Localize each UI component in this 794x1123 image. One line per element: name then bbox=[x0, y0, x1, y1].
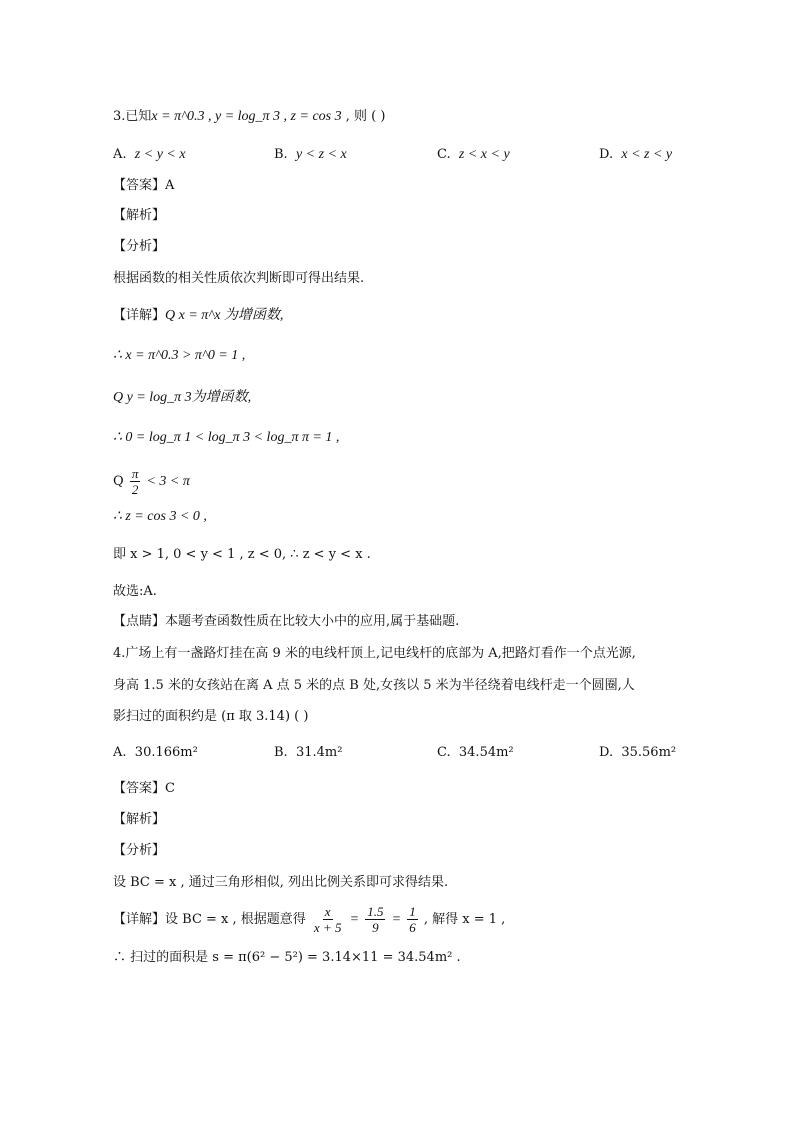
fraction-1-over-6 bbox=[407, 904, 418, 935]
fraction-numerator: π bbox=[131, 466, 139, 481]
pi-over-2-fraction bbox=[130, 466, 141, 497]
q4-option-b bbox=[274, 744, 342, 762]
detail-suffix: , 解得 x = 1 , bbox=[423, 912, 506, 927]
option-text: 31.4m² bbox=[295, 745, 343, 760]
q3-jiexi: 【解析】 bbox=[113, 208, 166, 223]
detail-tag: 【详解】 bbox=[113, 912, 166, 927]
fraction-1-5-over-9 bbox=[365, 904, 385, 935]
q4-fenxi-text: 设 BC = x , 通过三角形相似, 列出比例关系即可求得结果. bbox=[113, 875, 449, 890]
option-label: C. bbox=[437, 745, 451, 760]
q4-detail: 【详解】设 BC = x , 根据题意得 $\frac{x}{x + 5}$ = $\frac{1.5}{9}$ = $\frac{1}{6}$ , 解得 x = 1 , bbox=[113, 904, 506, 935]
q4-stem-3: 影扫过的面积约是 (π 取 3.14) ( ) bbox=[113, 709, 309, 724]
q3-detail-5 bbox=[113, 466, 190, 497]
option-text: x < z < y bbox=[621, 147, 673, 162]
fraction-numerator: 1 bbox=[409, 904, 416, 919]
q3-choose: 故选:A. bbox=[113, 584, 157, 599]
option-label: A. bbox=[113, 147, 127, 162]
because-symbol: Q bbox=[113, 474, 124, 489]
q3-comment: 【点睛】本题考查函数性质在比较大小中的应用,属于基础题. bbox=[113, 614, 460, 629]
fraction-numerator: 1.5 bbox=[367, 904, 384, 919]
q4-option-d bbox=[599, 744, 676, 762]
q3-stem-math: x = π^0.3 , y = log_π 3 , z = cos 3 bbox=[151, 109, 342, 124]
option-label: C. bbox=[437, 147, 451, 162]
q3-detail-2: ∴ x = π^0.3 > π^0 = 1 , bbox=[113, 348, 246, 363]
option-label: A. bbox=[113, 745, 127, 760]
option-label: B. bbox=[274, 147, 288, 162]
fraction-denominator: 2 bbox=[131, 482, 139, 497]
q3-option-d bbox=[599, 146, 672, 164]
detail-tag: 【详解】 bbox=[113, 308, 166, 323]
q4-fenxi: 【分析】 bbox=[113, 843, 166, 858]
fraction-x-over-x-plus-5 bbox=[312, 904, 344, 935]
q3-answer: 【答案】A bbox=[113, 178, 175, 193]
option-text: 30.166m² bbox=[134, 745, 198, 760]
q3-detail-7: 即 x > 1, 0 < y < 1 , z < 0, ∴ z < y < x . bbox=[113, 547, 371, 562]
q3-stem bbox=[113, 108, 385, 126]
fraction-denominator: 6 bbox=[409, 920, 416, 935]
inequality-text: < 3 < π bbox=[146, 474, 190, 489]
detail-prefix: 设 BC = x , 根据题意得 bbox=[165, 912, 306, 927]
option-text: z < y < x bbox=[134, 147, 186, 162]
q4-jiexi: 【解析】 bbox=[113, 812, 166, 827]
fraction-denominator: x + 5 bbox=[313, 920, 342, 935]
q3-option-a bbox=[113, 146, 186, 164]
option-label: D. bbox=[599, 147, 614, 162]
option-label: D. bbox=[599, 745, 614, 760]
q3-detail-6: ∴ z = cos 3 < 0 , bbox=[113, 509, 207, 524]
fraction-numerator: x bbox=[324, 904, 331, 919]
q3-detail-3: Q y = log_π 3为增函数, bbox=[113, 390, 252, 405]
q3-detail-1 bbox=[113, 307, 283, 325]
option-text: 34.54m² bbox=[458, 745, 514, 760]
q3-fenxi-text: 根据函数的相关性质依次判断即可得出结果. bbox=[113, 271, 365, 286]
q3-stem-suffix: , 则 ( ) bbox=[341, 109, 386, 124]
option-text: 35.56m² bbox=[621, 745, 677, 760]
option-label: B. bbox=[274, 745, 288, 760]
q4-option-a bbox=[113, 744, 198, 762]
q4-option-c bbox=[437, 744, 514, 762]
option-text: z < x < y bbox=[458, 147, 510, 162]
detail-text: Q x = π^x 为增函数, bbox=[165, 308, 284, 323]
option-text: y < z < x bbox=[295, 147, 347, 162]
q4-stem-2: 身高 1.5 米的女孩站在离 A 点 5 米的点 B 处,女孩以 5 米为半径绕着电线杆走一个圆圈,人 bbox=[113, 678, 635, 693]
q4-answer: 【答案】C bbox=[113, 781, 175, 796]
q3-stem-prefix: 3.已知 bbox=[113, 109, 152, 124]
fraction-denominator: 9 bbox=[372, 920, 379, 935]
q3-option-b bbox=[274, 146, 347, 164]
q3-detail-4: ∴ 0 = log_π 1 < log_π 3 < log_π π = 1 , bbox=[113, 430, 340, 445]
q4-area-line: ∴ 扫过的面积是 s = π(6² − 5²) = 3.14×11 = 34.54m² . bbox=[113, 950, 461, 965]
q4-stem-1: 4.广场上有一盏路灯挂在高 9 米的电线杆顶上,记电线杆的底部为 A,把路灯看作一个点光源, bbox=[113, 646, 636, 661]
q3-fenxi: 【分析】 bbox=[113, 239, 166, 254]
q3-option-c bbox=[437, 146, 510, 164]
